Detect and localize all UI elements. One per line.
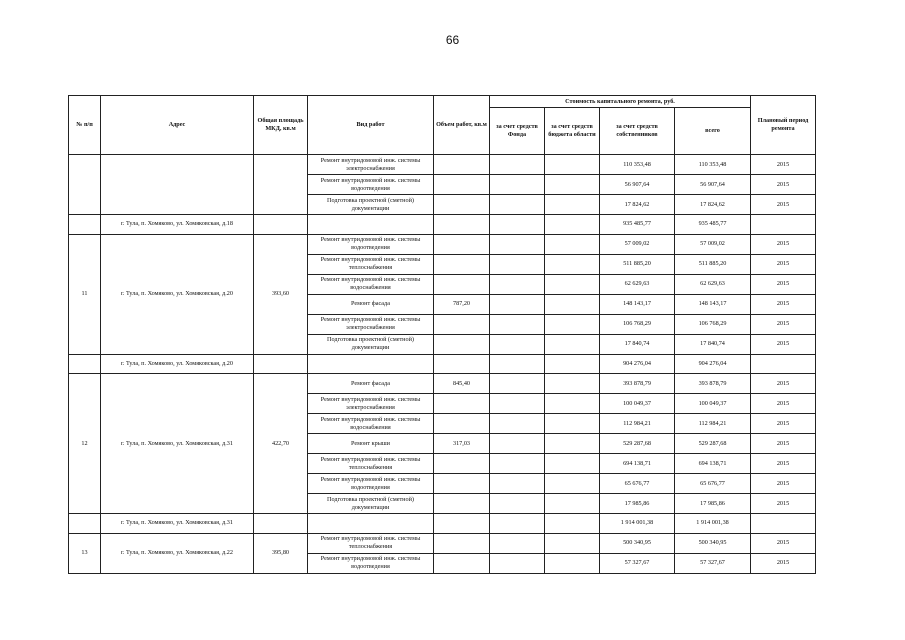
area-cell bbox=[254, 155, 308, 215]
header-total: всего bbox=[675, 108, 751, 155]
work-type-cell: Ремонт внутридомовой инж. системы теплоснабжения bbox=[308, 533, 434, 553]
budget-cell bbox=[545, 215, 600, 235]
period-cell: 2015 bbox=[751, 234, 816, 254]
budget-cell bbox=[545, 274, 600, 294]
budget-cell bbox=[545, 553, 600, 573]
volume-cell bbox=[434, 514, 490, 534]
subtotal-owners-cell: 1 914 001,38 bbox=[600, 514, 675, 534]
fund-cell bbox=[490, 553, 545, 573]
table-row bbox=[69, 234, 816, 254]
volume-cell bbox=[434, 354, 490, 374]
work-type-cell bbox=[308, 215, 434, 235]
subtotal-row bbox=[69, 514, 816, 534]
total-cell: 65 676,77 bbox=[675, 474, 751, 494]
fund-cell bbox=[490, 274, 545, 294]
header-address: Адрес bbox=[101, 96, 254, 155]
total-cell: 17 840,74 bbox=[675, 334, 751, 354]
num-cell: 12 bbox=[69, 374, 101, 514]
area-cell: 393,60 bbox=[254, 234, 308, 354]
owners-cell: 17 840,74 bbox=[600, 334, 675, 354]
fund-cell bbox=[490, 434, 545, 454]
period-cell: 2015 bbox=[751, 334, 816, 354]
work-type-cell bbox=[308, 354, 434, 374]
owners-cell: 529 287,68 bbox=[600, 434, 675, 454]
period-cell: 2015 bbox=[751, 553, 816, 573]
work-type-cell: Ремонт внутридомовой инж. системы водоснабжения bbox=[308, 274, 434, 294]
num-cell: 13 bbox=[69, 533, 101, 573]
period-cell: 2015 bbox=[751, 314, 816, 334]
owners-cell: 57 327,67 bbox=[600, 553, 675, 573]
work-type-cell: Подготовка проектной (сметной) документации bbox=[308, 494, 434, 514]
owners-cell: 56 907,64 bbox=[600, 175, 675, 195]
header-work-type: Вид работ bbox=[308, 96, 434, 155]
volume-cell bbox=[434, 234, 490, 254]
budget-cell bbox=[545, 533, 600, 553]
total-cell: 100 049,37 bbox=[675, 394, 751, 414]
fund-cell bbox=[490, 533, 545, 553]
volume-cell: 317,03 bbox=[434, 434, 490, 454]
subtotal-address-cell: г. Тула, п. Хомяково, ул. Хомяковская, д.31 bbox=[101, 514, 254, 534]
fund-cell bbox=[490, 215, 545, 235]
area-cell bbox=[254, 514, 308, 534]
owners-cell: 694 138,71 bbox=[600, 454, 675, 474]
total-cell: 62 629,63 bbox=[675, 274, 751, 294]
budget-cell bbox=[545, 414, 600, 434]
volume-cell bbox=[434, 254, 490, 274]
period-cell: 2015 bbox=[751, 175, 816, 195]
subtotal-owners-cell: 904 276,04 bbox=[600, 354, 675, 374]
address-cell: г. Тула, п. Хомяково, ул. Хомяковская, д.22 bbox=[101, 533, 254, 573]
num-cell bbox=[69, 354, 101, 374]
num-cell bbox=[69, 155, 101, 215]
owners-cell: 148 143,17 bbox=[600, 294, 675, 314]
budget-cell bbox=[545, 334, 600, 354]
total-cell: 500 340,95 bbox=[675, 533, 751, 553]
budget-cell bbox=[545, 254, 600, 274]
subtotal-address-cell: г. Тула, п. Хомяково, ул. Хомяковская, д.18 bbox=[101, 215, 254, 235]
header-cost-group: Стоимость капитального ремонта, руб. bbox=[490, 96, 751, 108]
fund-cell bbox=[490, 334, 545, 354]
volume-cell bbox=[434, 175, 490, 195]
period-cell: 2015 bbox=[751, 155, 816, 175]
volume-cell bbox=[434, 334, 490, 354]
header-num: № п/п bbox=[69, 96, 101, 155]
subtotal-row bbox=[69, 215, 816, 235]
work-type-cell: Ремонт внутридомовой инж. системы электроснабжения bbox=[308, 155, 434, 175]
volume-cell bbox=[434, 155, 490, 175]
budget-cell bbox=[545, 354, 600, 374]
table-row bbox=[69, 374, 816, 394]
work-type-cell: Ремонт фасада bbox=[308, 374, 434, 394]
work-type-cell: Ремонт фасада bbox=[308, 294, 434, 314]
period-cell: 2015 bbox=[751, 394, 816, 414]
fund-cell bbox=[490, 234, 545, 254]
work-type-cell: Ремонт внутридомовой инж. системы водоотведения bbox=[308, 234, 434, 254]
total-cell: 511 885,20 bbox=[675, 254, 751, 274]
total-cell: 57 009,02 bbox=[675, 234, 751, 254]
owners-cell: 393 878,79 bbox=[600, 374, 675, 394]
period-cell: 2015 bbox=[751, 434, 816, 454]
budget-cell bbox=[545, 454, 600, 474]
subtotal-address-cell: г. Тула, п. Хомяково, ул. Хомяковская, д.20 bbox=[101, 354, 254, 374]
total-cell: 694 138,71 bbox=[675, 454, 751, 474]
total-cell: 112 984,21 bbox=[675, 414, 751, 434]
header-budget: за счет средств бюджета области bbox=[545, 108, 600, 155]
volume-cell bbox=[434, 474, 490, 494]
area-cell: 422,70 bbox=[254, 374, 308, 514]
owners-cell: 112 984,21 bbox=[600, 414, 675, 434]
num-cell bbox=[69, 215, 101, 235]
volume-cell: 787,20 bbox=[434, 294, 490, 314]
period-cell: 2015 bbox=[751, 414, 816, 434]
fund-cell bbox=[490, 294, 545, 314]
address-cell bbox=[101, 155, 254, 215]
budget-cell bbox=[545, 374, 600, 394]
work-type-cell: Ремонт крыши bbox=[308, 434, 434, 454]
area-cell bbox=[254, 215, 308, 235]
total-cell: 56 907,64 bbox=[675, 175, 751, 195]
budget-cell bbox=[545, 234, 600, 254]
total-cell: 110 353,48 bbox=[675, 155, 751, 175]
total-cell: 529 287,68 bbox=[675, 434, 751, 454]
work-type-cell: Ремонт внутридомовой инж. системы водоотведения bbox=[308, 175, 434, 195]
address-cell: г. Тула, п. Хомяково, ул. Хомяковская, д.20 bbox=[101, 234, 254, 354]
area-cell: 395,80 bbox=[254, 533, 308, 573]
total-cell: 106 768,29 bbox=[675, 314, 751, 334]
total-cell: 17 824,62 bbox=[675, 195, 751, 215]
subtotal-owners-cell: 935 485,77 bbox=[600, 215, 675, 235]
period-cell: 2015 bbox=[751, 494, 816, 514]
total-cell: 57 327,67 bbox=[675, 553, 751, 573]
fund-cell bbox=[490, 354, 545, 374]
owners-cell: 62 629,63 bbox=[600, 274, 675, 294]
fund-cell bbox=[490, 494, 545, 514]
budget-cell bbox=[545, 514, 600, 534]
fund-cell bbox=[490, 254, 545, 274]
budget-cell bbox=[545, 175, 600, 195]
page-number: 66 bbox=[445, 33, 460, 47]
total-cell: 17 985,86 bbox=[675, 494, 751, 514]
table-row bbox=[69, 155, 816, 175]
header-fund: за счет средств Фонда bbox=[490, 108, 545, 155]
fund-cell bbox=[490, 155, 545, 175]
owners-cell: 57 009,02 bbox=[600, 234, 675, 254]
owners-cell: 500 340,95 bbox=[600, 533, 675, 553]
volume-cell bbox=[434, 533, 490, 553]
owners-cell: 106 768,29 bbox=[600, 314, 675, 334]
work-type-cell: Подготовка проектной (сметной) документации bbox=[308, 334, 434, 354]
period-cell bbox=[751, 215, 816, 235]
num-cell: 11 bbox=[69, 234, 101, 354]
total-cell: 148 143,17 bbox=[675, 294, 751, 314]
header-volume: Объем работ, кв.м bbox=[434, 96, 490, 155]
subtotal-row bbox=[69, 354, 816, 374]
volume-cell bbox=[434, 414, 490, 434]
owners-cell: 17 824,62 bbox=[600, 195, 675, 215]
volume-cell: 845,40 bbox=[434, 374, 490, 394]
period-cell: 2015 bbox=[751, 454, 816, 474]
work-type-cell: Ремонт внутридомовой инж. системы водоотведения bbox=[308, 474, 434, 494]
area-cell bbox=[254, 354, 308, 374]
owners-cell: 65 676,77 bbox=[600, 474, 675, 494]
address-cell: г. Тула, п. Хомяково, ул. Хомяковская, д.31 bbox=[101, 374, 254, 514]
budget-cell bbox=[545, 155, 600, 175]
fund-cell bbox=[490, 314, 545, 334]
num-cell bbox=[69, 514, 101, 534]
budget-cell bbox=[545, 294, 600, 314]
period-cell: 2015 bbox=[751, 474, 816, 494]
owners-cell: 110 353,48 bbox=[600, 155, 675, 175]
period-cell: 2015 bbox=[751, 254, 816, 274]
fund-cell bbox=[490, 175, 545, 195]
subtotal-total-cell: 1 914 001,38 bbox=[675, 514, 751, 534]
volume-cell bbox=[434, 394, 490, 414]
budget-cell bbox=[545, 314, 600, 334]
work-type-cell bbox=[308, 514, 434, 534]
subtotal-total-cell: 904 276,04 bbox=[675, 354, 751, 374]
volume-cell bbox=[434, 314, 490, 334]
fund-cell bbox=[490, 414, 545, 434]
capital-repair-table bbox=[68, 95, 816, 574]
volume-cell bbox=[434, 553, 490, 573]
volume-cell bbox=[434, 494, 490, 514]
fund-cell bbox=[490, 394, 545, 414]
fund-cell bbox=[490, 195, 545, 215]
period-cell: 2015 bbox=[751, 195, 816, 215]
budget-cell bbox=[545, 394, 600, 414]
volume-cell bbox=[434, 274, 490, 294]
work-type-cell: Ремонт внутридомовой инж. системы теплоснабжения bbox=[308, 454, 434, 474]
volume-cell bbox=[434, 215, 490, 235]
period-cell: 2015 bbox=[751, 374, 816, 394]
total-cell: 393 878,79 bbox=[675, 374, 751, 394]
header-period: Плановый период ремонта bbox=[751, 96, 816, 155]
subtotal-total-cell: 935 485,77 bbox=[675, 215, 751, 235]
fund-cell bbox=[490, 374, 545, 394]
header-area: Общая площадь МКД, кв.м bbox=[254, 96, 308, 155]
work-type-cell: Ремонт внутридомовой инж. системы водоснабжения bbox=[308, 414, 434, 434]
period-cell: 2015 bbox=[751, 533, 816, 553]
work-type-cell: Ремонт внутридомовой инж. системы электроснабжения bbox=[308, 314, 434, 334]
period-cell: 2015 bbox=[751, 294, 816, 314]
fund-cell bbox=[490, 514, 545, 534]
owners-cell: 17 985,86 bbox=[600, 494, 675, 514]
budget-cell bbox=[545, 474, 600, 494]
budget-cell bbox=[545, 434, 600, 454]
owners-cell: 100 049,37 bbox=[600, 394, 675, 414]
work-type-cell: Ремонт внутридомовой инж. системы водоотведения bbox=[308, 553, 434, 573]
period-cell bbox=[751, 354, 816, 374]
period-cell bbox=[751, 514, 816, 534]
fund-cell bbox=[490, 474, 545, 494]
table-row bbox=[69, 533, 816, 553]
budget-cell bbox=[545, 494, 600, 514]
work-type-cell: Подготовка проектной (сметной) документации bbox=[308, 195, 434, 215]
period-cell: 2015 bbox=[751, 274, 816, 294]
volume-cell bbox=[434, 454, 490, 474]
owners-cell: 511 885,20 bbox=[600, 254, 675, 274]
work-type-cell: Ремонт внутридомовой инж. системы теплоснабжения bbox=[308, 254, 434, 274]
header-owners: за счет средств собственников bbox=[600, 108, 675, 155]
volume-cell bbox=[434, 195, 490, 215]
work-type-cell: Ремонт внутридомовой инж. системы электроснабжения bbox=[308, 394, 434, 414]
fund-cell bbox=[490, 454, 545, 474]
budget-cell bbox=[545, 195, 600, 215]
